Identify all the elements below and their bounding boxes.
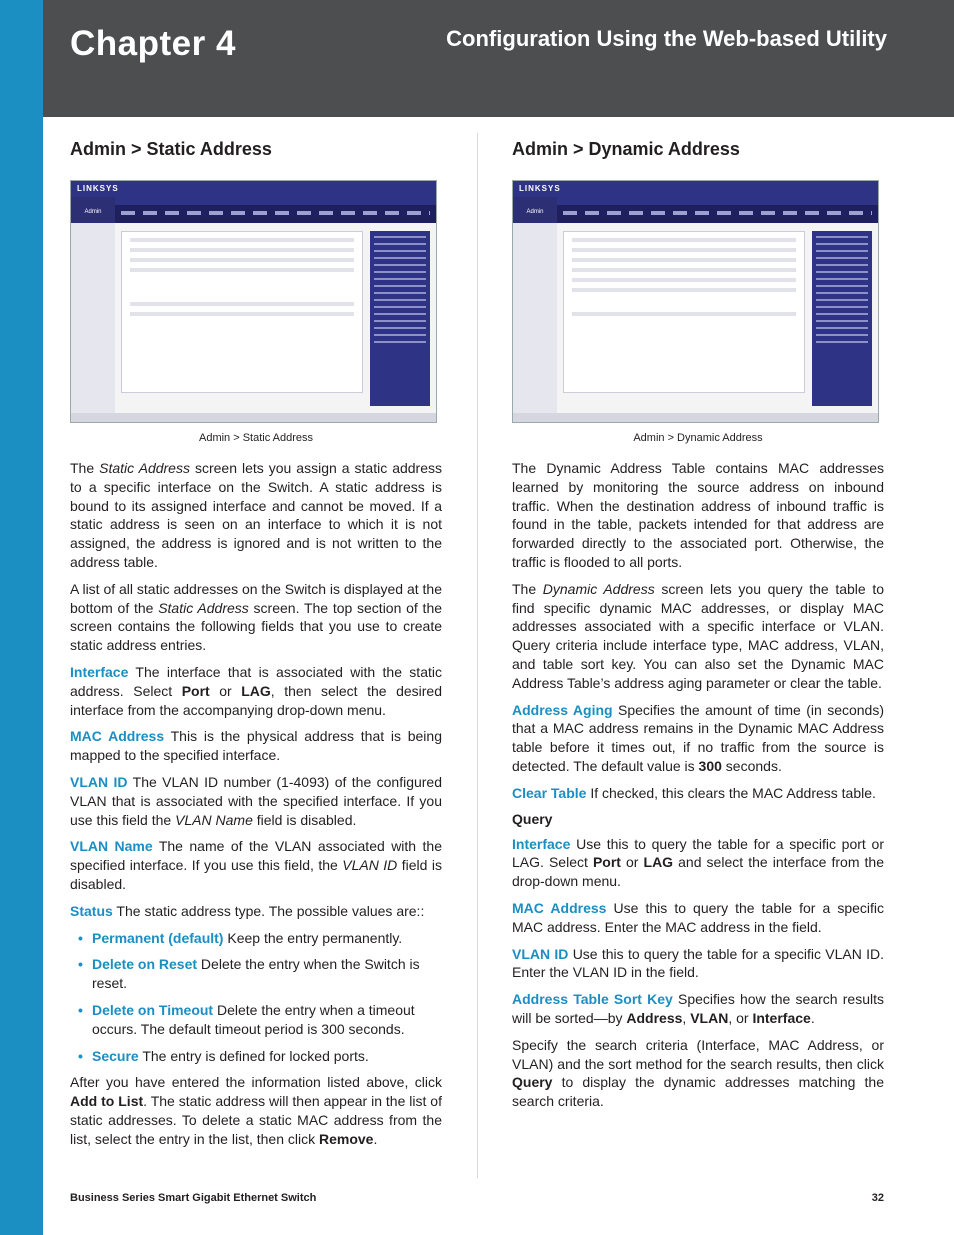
field-description-status: Status The static address type. The possible values are:: <box>70 902 425 919</box>
field-description-mac: MAC Address This is the physical address that is being mapped to the specified interface. <box>70 728 442 764</box>
field-description-clear-table: Clear Table If checked, this clears the MAC Address table. <box>512 784 876 801</box>
paragraph: The Dynamic Address screen lets you query the table to find specific dynamic MAC addresses, or display MAC addresses associated with a specific interface or VLAN. Query criteria include interface type, MAC address, VLAN, and table sort key. You can also set the Dynamic MAC Address Table’s address aging parameter or clear the table. <box>512 580 885 691</box>
list-item: • Delete on Timeout Delete the entry when a timeout occurs. The default timeout period is 300 seconds. <box>92 1001 442 1039</box>
list-item: • Secure The entry is defined for locked ports. <box>92 1047 442 1066</box>
paragraph: The Dynamic Address Table contains MAC addresses learned by monitoring the source address on inbound traffic. When the destination address of inbound traffic is found in the table, packets intended for that address are forwarded directly to the associated port. Otherwise, the traffic is flooded to all ports. <box>512 460 884 570</box>
footer-product-name: Business Series Smart Gigabit Ethernet Switch <box>70 1192 317 1204</box>
admin-tab: Admin <box>71 197 115 227</box>
linksys-logo: LINKSYS <box>77 184 119 193</box>
field-description-address-aging: Address Aging Specifies the amount of time (in seconds) that a MAC address remains in the Dynamic MAC Address table before it times out, if no traffic from the source is detected. The default value is 300 seconds. <box>512 701 885 774</box>
side-accent-bar <box>0 0 43 1235</box>
chapter-title: Configuration Using the Web-based Utility <box>446 26 887 51</box>
query-subheading: Query <box>512 810 553 827</box>
column-divider <box>477 133 478 1178</box>
list-item: • Delete on Reset Delete the entry when the Switch is reset. <box>92 955 442 993</box>
field-description-mac: MAC Address Use this to query the table for a specific MAC address. Enter the MAC address in the field. <box>512 899 884 935</box>
figure-caption: Admin > Static Address <box>198 432 314 444</box>
field-description-interface: Interface The interface that is associated with the static address. Select Port or LAG, then select the desired interface from the accompanying drop-down menu. <box>70 663 443 718</box>
right-column <box>512 130 884 1119</box>
field-description-interface: Interface Use this to query the table for a specific port or LAG. Select Port or LAG and select the interface from the drop-down menu. <box>512 835 884 890</box>
list-item: • Permanent (default) Keep the entry permanently. <box>92 929 442 948</box>
paragraph: The Static Address screen lets you assign a static address to a specific interface on the Switch. A static address is bound to its assigned interface and cannot be moved. If a static address is seen on an interface to which it is not assigned, the address is ignored and is not written to the address table. <box>70 460 443 570</box>
paragraph: Specify the search criteria (Interface, MAC Address, or VLAN) and the sort method for the search results, then click Query to display the dynamic addresses matching the search criteria. <box>512 1036 884 1110</box>
static-address-screenshot <box>70 180 437 423</box>
left-column <box>70 130 442 1157</box>
field-description-vlan-id: VLAN ID Use this to query the table for a specific VLAN ID. Enter the VLAN ID in the field. <box>512 945 884 981</box>
figure-caption: Admin > Dynamic Address <box>633 432 763 444</box>
field-description-vlan-name: VLAN Name The name of the VLAN associated with the specified interface. If you use this field, the VLAN ID field is disabled. <box>70 838 442 892</box>
section-heading-dynamic: Admin > Dynamic Address <box>512 139 740 159</box>
field-description-vlan-id: VLAN ID The VLAN ID number (1-4093) of the configured VLAN that is associated with the specified interface. If you use this field the VLAN Name field is disabled. <box>70 773 443 828</box>
field-description-sort-key: Address Table Sort Key Specifies how the search results will be sorted—by Address, VLAN, or Interface. <box>512 991 884 1026</box>
dynamic-address-screenshot <box>512 180 879 423</box>
section-heading-static: Admin > Static Address <box>70 139 272 159</box>
page-number: 32 <box>871 1192 884 1204</box>
linksys-logo: LINKSYS <box>519 184 561 193</box>
paragraph: After you have entered the information listed above, click Add to List. The static address will then appear in the list of static addresses. To delete a static MAC address from the list, select the entry in the list, then click Remove. <box>70 1074 442 1147</box>
status-values-list <box>70 929 442 1066</box>
paragraph: A list of all static addresses on the Switch is displayed at the bottom of the Static Address screen. The top section of the screen contains the following fields that you use to create static address entries. <box>70 580 443 654</box>
chapter-label: Chapter 4 <box>70 24 236 63</box>
admin-tab: Admin <box>513 197 557 227</box>
